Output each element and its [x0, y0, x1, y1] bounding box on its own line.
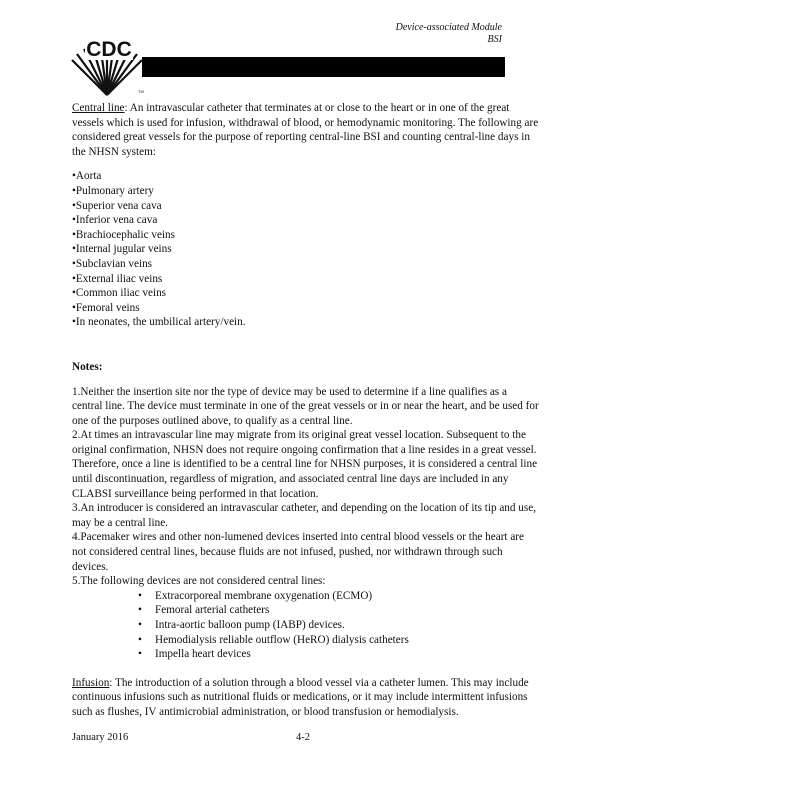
notes-heading: Notes: [72, 360, 103, 373]
notes-section [72, 385, 540, 662]
header-bar [142, 57, 505, 77]
module-title: Device-associated Module [395, 22, 502, 33]
trademark-mark: TM [138, 89, 144, 94]
list-item: • Intra-aortic balloon pump (IABP) devices. [138, 618, 540, 633]
list-item: •Internal jugular veins [72, 243, 172, 256]
list-item: • Impella heart devices [138, 647, 540, 662]
note-item: 1.Neither the insertion site nor the type of device may be used to determine if a line qualifies as a central line. The device must terminate in one of the great vessels or in or near the heart, and be used for one of the purposes outlined above, to qualify as a central line. [72, 385, 539, 427]
footer-date: January 2016 [72, 732, 129, 743]
list-item: •Pulmonary artery [72, 184, 154, 197]
central-line-definition [72, 101, 540, 159]
list-item: •Brachiocephalic veins [72, 228, 176, 241]
note-item: 4.Pacemaker wires and other non-lumened devices inserted into central blood vessels or the heart are not considered central lines, because fluids are not infused, pushed, nor withdrawn through such devices. [72, 531, 524, 573]
note-item: 2.At times an intravascular line may migrate from its original great vessel location. Subsequent to the original confirmation, NHSN does not require ongoing confirmation that a line resides in a great vessel. Therefore, once a line is identified to be a central line for NHSN purposes, it is considered a central line until discontinuation, regardless of migration, and associated central line days are included in any CLABSI surveillance being performed in that location. [72, 429, 538, 500]
cdc-logo-text: CDC [86, 38, 132, 61]
list-item: •Subclavian veins [72, 257, 153, 270]
list-item: •In neonates, the umbilical artery/vein. [72, 316, 246, 329]
list-item: •Common iliac veins [72, 287, 167, 300]
excluded-devices-list [72, 589, 540, 662]
list-item: • Femoral arterial catheters [138, 603, 540, 618]
page-number: 4-2 [296, 732, 310, 743]
infusion-term: Infusion [72, 676, 110, 689]
list-item: •Superior vena cava [72, 199, 162, 212]
note-item: 5.The following devices are not considered central lines: [72, 575, 326, 588]
infusion-text: : The introduction of a solution through a blood vessel via a catheter lumen. This may include continuous infusions such as nutritional fluids or medications, or it may include intermittent infusions such as flushes, IV antimicrobial administration, or blood transfusion or hemodialysis. [72, 676, 529, 718]
cdc-logo [72, 34, 142, 95]
cdc-logo-graphic [72, 34, 142, 95]
list-item: •Inferior vena cava [72, 214, 158, 227]
list-item: •Femoral veins [72, 301, 140, 314]
list-item: • Hemodialysis reliable outflow (HeRO) dialysis catheters [138, 633, 540, 648]
great-vessels-list [72, 169, 540, 330]
central-line-text: : An intravascular catheter that terminates at or close to the heart or in one of the great vessels which is used for infusion, withdrawal of blood, or hemodynamic monitoring. The following are considered great vessels for the purpose of reporting central-line BSI and counting central-line days in the NHSN system: [72, 102, 539, 158]
note-item: 3.An introducer is considered an intravascular catheter, and depending on the location of its tip and use, may be a central line. [72, 502, 536, 529]
document-body [72, 101, 540, 720]
infusion-definition [72, 676, 540, 720]
list-item: • Extracorporeal membrane oxygenation (ECMO) [138, 589, 540, 604]
module-subtitle: BSI [487, 34, 502, 45]
module-header [396, 22, 502, 46]
central-line-term: Central line [72, 102, 125, 114]
list-item: •Aorta [72, 170, 102, 183]
list-item: •External iliac veins [72, 272, 163, 285]
